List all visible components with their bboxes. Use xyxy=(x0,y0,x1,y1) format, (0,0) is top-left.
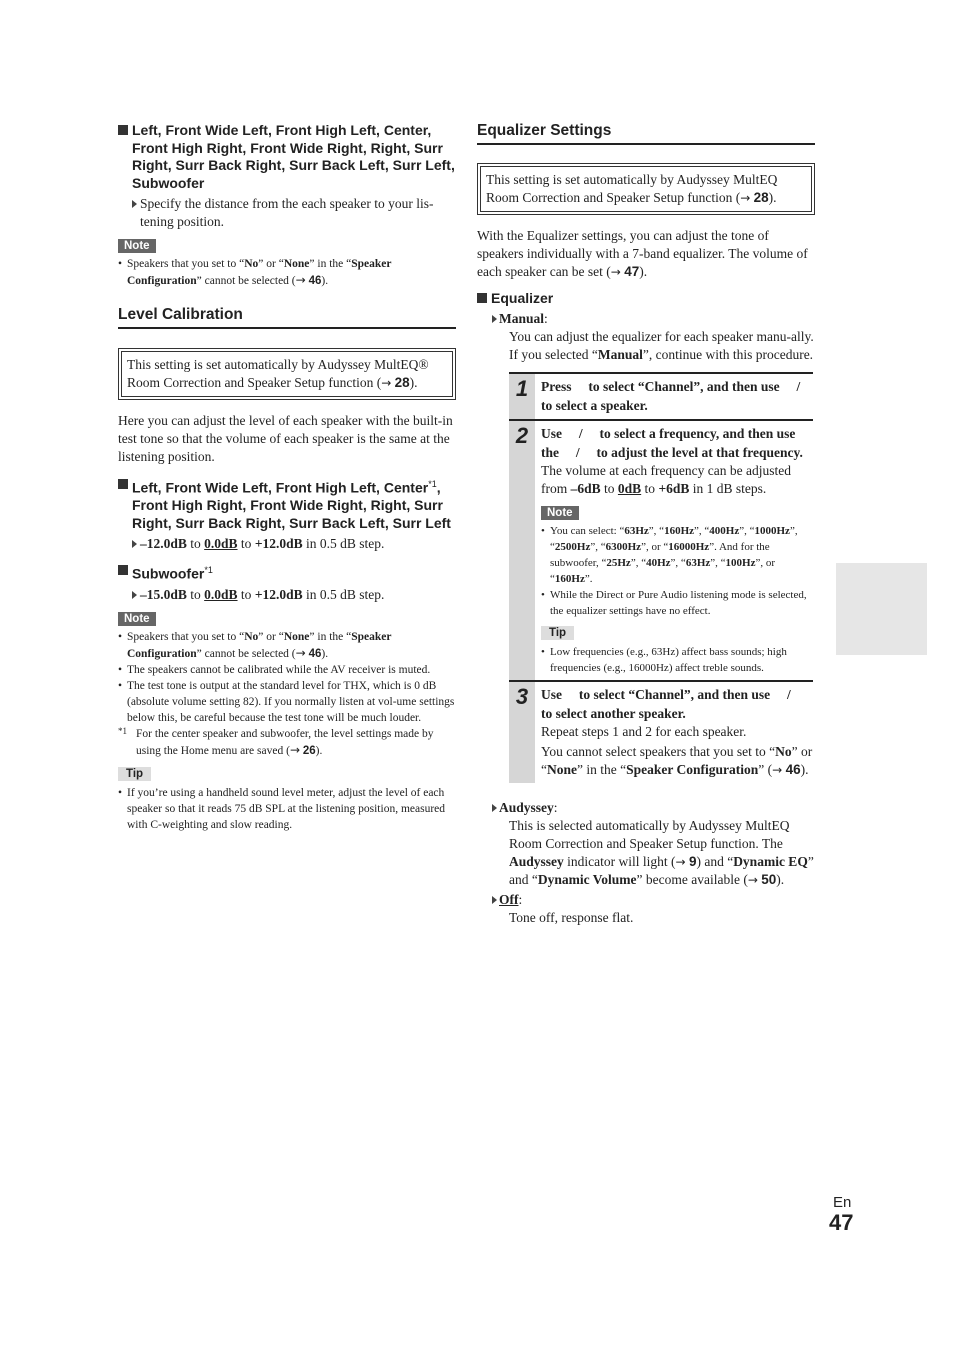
note-label: Note xyxy=(541,506,579,520)
arrow-icon: → xyxy=(381,376,392,390)
note-block-1 xyxy=(118,237,456,289)
distance-heading: Left, Front Wide Left, Front High Left, Center, Front High Right, Front Wide Right, Right, Surr Right, Surr Back Right, Surr Back Left, Surr Left, Subwoofer xyxy=(118,122,456,192)
procedure-steps xyxy=(509,372,818,783)
arrow-icon: → xyxy=(747,872,758,887)
subwoofer-heading: Subwoofer$^{*1}$ xyxy=(118,562,456,583)
note-list-1 xyxy=(118,256,456,289)
page-ref: 9 xyxy=(688,853,697,869)
level-speakers-heading: Left, Front Wide Left, Front High Left, Center$^{*1}$, Front High Right, Front Wide Right, Right, Surr Right, Surr Back Right, Surr Back Left, Surr Left xyxy=(118,476,456,532)
right-column xyxy=(477,122,818,927)
manual-description: You can adjust the equalizer for each speaker manu-ally. If you selected “Manual”, continue with this procedure. xyxy=(509,328,814,362)
note-item: • Speakers that you set to “No” or “None” in the “Speaker Configuration” cannot be selected (→ 46). xyxy=(118,629,456,662)
tip-label: Tip xyxy=(118,767,151,781)
off-description: Tone off, response flat. xyxy=(509,909,634,925)
manual-option: Manual: xyxy=(477,310,815,328)
step-number: 3 xyxy=(509,682,535,783)
page-ref: 46 xyxy=(785,761,801,777)
arrow-icon: → xyxy=(289,743,300,758)
right-triangle-icon xyxy=(132,200,137,208)
step-instruction: Press to select “Channel”, and then use / to select a speaker. xyxy=(541,378,818,413)
right-triangle-icon xyxy=(492,315,497,323)
square-bullet-icon xyxy=(118,125,128,135)
level-speakers-range: –12.0dB to 0.0dB to +12.0dB in 0.5 dB step. xyxy=(118,535,456,553)
arrow-icon: → xyxy=(295,273,306,287)
tip-block xyxy=(118,765,456,833)
note-item: • Speakers that you set to “No” or “None” in the “Speaker Configuration” cannot be selected (→ 46). xyxy=(118,256,456,289)
step-1 xyxy=(509,372,818,419)
step-2 xyxy=(509,419,813,680)
subwoofer-range: –15.0dB to 0.0dB to +12.0dB in 0.5 dB step. xyxy=(118,586,456,604)
distance-description: Specify the distance from the each speaker to your lis-tening position. xyxy=(118,195,456,231)
step-instruction: Use / to select a frequency, and then use the / to adjust the level at that frequency. xyxy=(541,425,803,460)
note-item: • The test tone is output at the standard level for THX, which is 0 dB (absolute volume setting 82). If you normally listen at vol-ume settings below this, be careful because the test tone will be much louder. xyxy=(118,678,456,726)
page-ref: 28 xyxy=(753,190,769,205)
note-label: Note xyxy=(118,239,156,253)
page-language: En xyxy=(833,1194,852,1211)
audyssey-description: This is selected automatically by Audyssey MultEQ Room Correction and Speaker Setup function. The Audyssey indicator will light (→ 9) and “Dynamic EQ” and “Dynamic Volume” become available (→ 50). xyxy=(509,817,814,887)
arrow-icon: → xyxy=(675,854,686,869)
level-calibration-section xyxy=(118,306,456,833)
eq-auto-box: This setting is set automatically by Audyssey MultEQ Room Correction and Speaker Setup function (→ 28). xyxy=(477,163,815,215)
right-triangle-icon xyxy=(492,804,497,812)
tip-label: Tip xyxy=(541,626,574,640)
step-text: Repeat steps 1 and 2 for each speaker. xyxy=(541,723,747,739)
level-calibration-title: Level Calibration xyxy=(118,306,456,329)
step2-note xyxy=(541,504,813,619)
square-bullet-icon xyxy=(118,479,128,489)
square-bullet-icon xyxy=(118,565,128,575)
page-ref: 28 xyxy=(394,375,410,390)
page-ref: 47 xyxy=(624,264,640,279)
step-text: The volume at each frequency can be adjusted from –6dB to 0dB to +6dB in 1 dB steps. xyxy=(541,462,792,496)
step-number: 2 xyxy=(509,421,535,680)
arrow-icon: → xyxy=(295,646,306,661)
right-triangle-icon xyxy=(132,591,137,599)
off-option: Off: xyxy=(477,891,815,909)
note-label: Note xyxy=(118,612,156,626)
page-ref: 50 xyxy=(761,871,777,887)
arrow-icon: → xyxy=(772,762,783,777)
step-text: You cannot select speakers that you set to “No” or “None” in the “Speaker Configuration” (→ 46). xyxy=(541,743,813,777)
eq-description: With the Equalizer settings, you can adjust the tone of speakers individually with a 7-band equalizer. The volume of each speaker can be set (→ 47). xyxy=(477,228,808,279)
right-triangle-icon xyxy=(492,896,497,904)
step-instruction: Use to select “Channel”, and then use / to select another speaker. xyxy=(541,686,808,721)
footnote: *1 For the center speaker and subwoofer, the level settings made by using the Home menu are saved (→ 26). xyxy=(118,726,434,758)
equalizer-heading: Equalizer xyxy=(477,290,815,308)
page-ref: 46 xyxy=(308,275,322,287)
note-list-2 xyxy=(118,629,456,726)
page-number: 47 xyxy=(829,1210,854,1235)
page-ref: 26 xyxy=(302,745,316,758)
side-tab xyxy=(836,563,927,655)
tip-item: • Low frequencies (e.g., 63Hz) affect bass sounds; high frequencies (e.g., 16000Hz) affect treble sounds. xyxy=(541,644,813,676)
equalizer-settings-title: Equalizer Settings xyxy=(477,122,815,145)
level-auto-box: This setting is set automatically by Audyssey MultEQ® Room Correction and Speaker Setup function (→ 28). xyxy=(118,348,456,400)
square-bullet-icon xyxy=(477,293,487,303)
step2-tip xyxy=(541,624,813,676)
tip-item: • If you’re using a handheld sound level meter, adjust the level of each speaker so that it reads 75 dB SPL at the listening position, measured with C-weighting and slow reading. xyxy=(118,785,456,833)
page-ref: 46 xyxy=(308,648,322,661)
step-number: 1 xyxy=(509,374,535,419)
level-description: Here you can adjust the level of each speaker with the built-in test tone so that the volume of each speaker is the same at the listening position. xyxy=(118,413,453,464)
note-item: • The speakers cannot be calibrated while the AV receiver is muted. xyxy=(118,662,456,678)
note-item: • You can select: “63Hz”, “160Hz”, “400Hz”, “1000Hz”, “2500Hz”, “6300Hz”, or “16000Hz”. And for the subwoofer, “25Hz”, “40Hz”, “63Hz”, “100Hz”, or “160Hz”. xyxy=(541,523,813,587)
tip-list xyxy=(118,785,456,833)
left-column xyxy=(118,122,456,833)
arrow-icon: → xyxy=(740,191,751,205)
note-item: • While the Direct or Pure Audio listening mode is selected, the equalizer settings have no effect. xyxy=(541,587,813,619)
step-3 xyxy=(509,680,813,783)
arrow-icon: → xyxy=(610,265,621,279)
right-triangle-icon xyxy=(132,540,137,548)
audyssey-option: Audyssey: xyxy=(477,799,815,817)
note-block-2 xyxy=(118,610,456,759)
